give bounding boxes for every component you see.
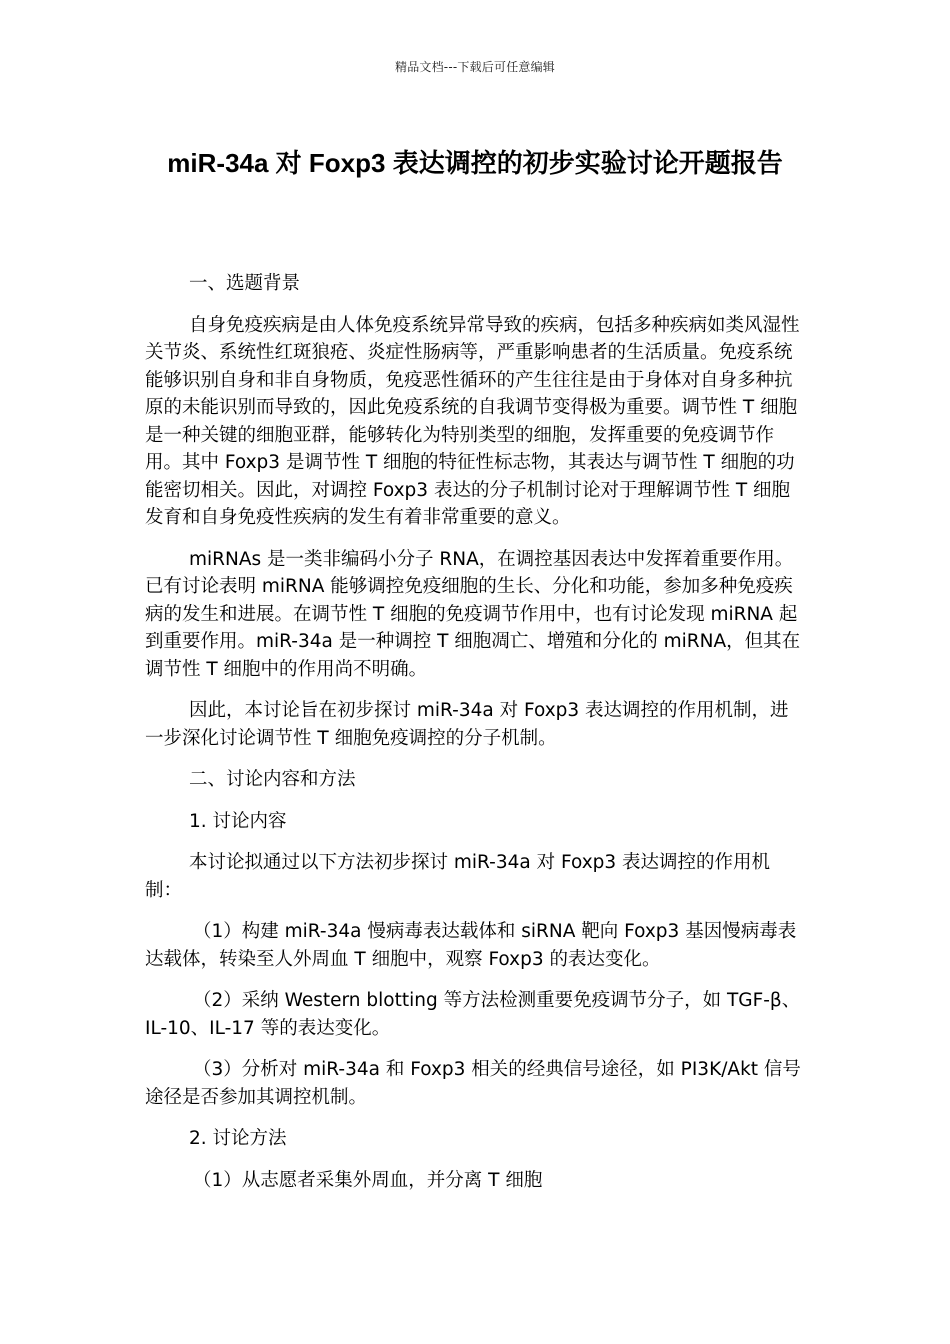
header-note: 精品文档---下载后可任意编辑 xyxy=(395,60,555,74)
paragraph-background-1: 自身免疫疾病是由人体免疫系统异常导致的疾病，包括多种疾病如类风湿性关节炎、系统性红斑狼疮、炎症性肠病等，严重影响患者的生活质量。免疫系统能够识别自身和非自身物质，免疫恶性循环的产生往往是由于身体对自身多种抗原的未能识别而导致的，因此免疫系统的自我调节变得极为重要。调节性 T 细胞是一种关键的细胞亚群，能够转化为特别类型的细胞，发挥重要的免疫调节作用。其中 Foxp3 是调节性 T 细胞的特征性标志物，其表达与调节性 T 细胞的功能密切相关。因此，对调控 Foxp3 表达的分子机制讨论对于理解调节性 T 细胞发育和自身免疫性疾病的发生有着非常重要的意义。 xyxy=(145,314,800,528)
subheading-content: 1. 讨论内容 xyxy=(189,810,287,832)
paragraph-content-intro: 本讨论拟通过以下方法初步探讨 miR-34a 对 Foxp3 表达调控的作用机制： xyxy=(145,852,771,901)
list-item-1: （1）构建 miR-34a 慢病毒表达载体和 siRNA 靶向 Foxp3 基因慢病毒表达载体，转染至人外周血 T 细胞中，观察 Foxp3 的表达变化。 xyxy=(145,921,797,970)
paragraph-background-3: 因此，本讨论旨在初步探讨 miR-34a 对 Foxp3 表达调控的作用机制，进一步深化讨论调节性 T 细胞免疫调控的分子机制。 xyxy=(145,700,789,749)
paragraph-background-2: miRNAs 是一类非编码小分子 RNA，在调控基因表达中发挥着重要作用。已有讨论表明 miRNA 能够调控免疫细胞的生长、分化和功能，参加多种免疫疾病的发生和进展。在调节性 T 细胞的免疫调节作用中，也有讨论发现 miRNA 起到重要作用。miR-34a 是一种调控 T 细胞凋亡、增殖和分化的 miRNA，但其在调节性 T 细胞中的作用尚不明确。 xyxy=(145,548,801,680)
list-item-3: （3）分析对 miR-34a 和 Foxp3 相关的经典信号途径，如 PI3K/Akt 信号途径是否参加其调控机制。 xyxy=(145,1059,801,1108)
document-title: miR-34a 对 Foxp3 表达调控的初步实验讨论开题报告 xyxy=(167,148,783,178)
list-item-4: （1）从志愿者采集外周血，并分离 T 细胞 xyxy=(193,1169,543,1191)
document-body xyxy=(145,270,805,1208)
list-item-2: （2）采纳 Western blotting 等方法检测重要免疫调节分子，如 TGF-β、IL-10、IL-17 等的表达变化。 xyxy=(145,990,801,1039)
subheading-methods: 2. 讨论方法 xyxy=(189,1128,287,1149)
section-heading-background: 一、选题背景 xyxy=(189,273,301,294)
section-heading-content-methods: 二、讨论内容和方法 xyxy=(189,769,356,790)
